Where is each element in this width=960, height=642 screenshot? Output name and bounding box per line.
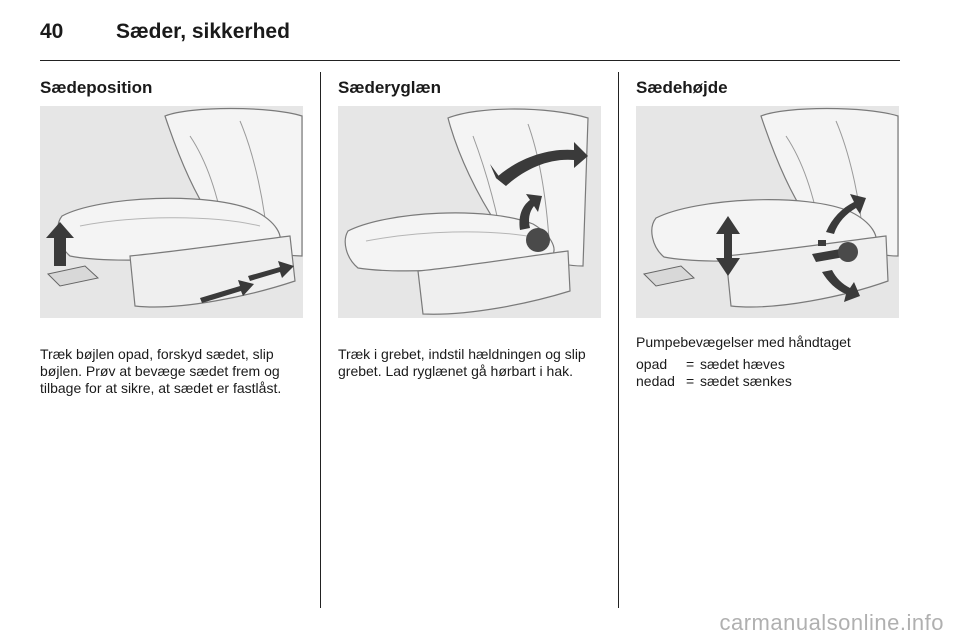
definition-list: [636, 356, 901, 390]
section-heading: Sædehøjde: [636, 78, 728, 97]
definition-term: nedad: [636, 373, 675, 389]
section-text: Pumpebevægelser med håndtaget: [636, 334, 851, 350]
seat-backrest-illustration: [338, 106, 601, 318]
section-text: Træk i grebet, indstil hældningen og slip grebet. Lad ryglænet gå hørbart i hak.: [338, 346, 586, 379]
column-divider: [618, 72, 619, 608]
section-text: Træk bøjlen opad, forskyd sædet, slip bøjlen. Prøv at bevæge sædet frem og tilbage for at sikre, at sædet er fastlåst.: [40, 346, 282, 396]
header-rule: [40, 60, 900, 61]
section-seat-height: [636, 72, 901, 390]
definition-description: sædet sænkes: [700, 373, 792, 389]
definition-row: [636, 356, 901, 373]
watermark: carmanualsonline.info: [719, 610, 944, 635]
section-heading: Sæderyglæn: [338, 78, 441, 97]
column-divider: [320, 72, 321, 608]
section-heading: Sædeposition: [40, 78, 153, 97]
page-number: 40: [40, 20, 64, 43]
section-seat-position: [40, 72, 305, 397]
seat-position-illustration: [40, 106, 303, 318]
page-title: Sæder, sikkerhed: [116, 20, 290, 43]
definition-row: [636, 373, 901, 390]
definition-equals: =: [686, 373, 695, 389]
definition-term: opad: [636, 356, 668, 372]
section-seat-backrest: [338, 72, 603, 380]
definition-description: sædet hæves: [700, 356, 785, 372]
definition-equals: =: [686, 356, 695, 372]
seat-height-illustration: [636, 106, 899, 318]
